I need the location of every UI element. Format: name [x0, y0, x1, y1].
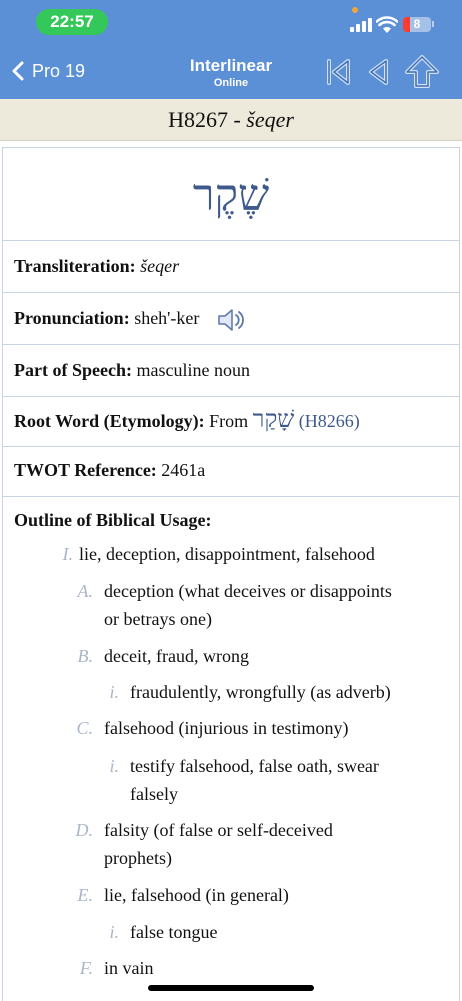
home-indicator[interactable]	[148, 985, 314, 991]
root-hebrew-link[interactable]: שָׁקַר	[252, 405, 295, 433]
status-time: 22:57	[36, 9, 108, 35]
root-word-row	[3, 396, 459, 447]
back-label: Pro 19	[32, 60, 86, 81]
twot-label: TWOT Reference:	[14, 460, 157, 480]
hebrew-row	[3, 148, 459, 241]
pos-value: masculine noun	[136, 360, 250, 380]
pronunciation-value: sheh'-ker	[134, 308, 200, 328]
speaker-icon[interactable]	[216, 308, 246, 332]
root-label: Root Word (Etymology):	[14, 411, 205, 431]
outline-title: Outline of Biblical Usage:	[14, 510, 212, 530]
nav-title-text: Interlinear	[189, 56, 273, 75]
strongs-separator: -	[227, 107, 247, 132]
privacy-dot-icon	[352, 7, 358, 13]
cellular-signal-icon	[350, 18, 372, 32]
transliteration-row	[3, 240, 459, 293]
hebrew-word: שֶׁקֶר	[192, 170, 270, 221]
twot-value: 2461a	[161, 460, 206, 480]
status-bar	[0, 0, 462, 44]
home-up-icon[interactable]	[404, 54, 440, 90]
battery-level: 8	[413, 17, 421, 31]
strongs-number: H8267	[168, 107, 228, 132]
root-ref-link[interactable]: (H8266)	[298, 411, 360, 431]
battery-tip	[432, 21, 434, 27]
chevron-left-icon	[12, 61, 24, 81]
pronunciation-row	[3, 292, 459, 345]
twot-row	[3, 446, 459, 497]
battery-icon	[403, 17, 431, 32]
outline-item: i. testify falsehood, false oath, swear falsely	[109, 756, 379, 804]
strongs-header	[0, 99, 462, 141]
nav-title	[150, 56, 312, 90]
back-button[interactable]	[12, 54, 85, 88]
transliteration-label: Transliteration:	[14, 256, 136, 276]
outline-item: D. falsity (of false or self-deceived prophets)	[75, 820, 333, 868]
pronunciation-label: Pronunciation:	[14, 308, 130, 328]
nav-subtitle: Online	[213, 77, 249, 89]
first-page-icon[interactable]	[322, 56, 354, 88]
root-from: From	[209, 411, 249, 431]
pos-label: Part of Speech:	[14, 360, 132, 380]
part-of-speech-row	[3, 344, 459, 397]
strongs-word: šeqer	[246, 107, 294, 132]
outline-item: A. deception (what deceives or disappoints or betrays one)	[77, 581, 392, 629]
top-bar	[0, 0, 462, 99]
nav-bar	[0, 44, 462, 99]
wifi-icon	[376, 16, 398, 34]
transliteration-value: šeqer	[140, 256, 180, 276]
previous-icon[interactable]	[362, 56, 394, 88]
entry-card: שֶׁקֶר Transliteration: šeqer Pronunciation: sheh'-ker Part of Speech: masculine noun Root Word (Etymology): From שָׁקַר (H8266) TWOT Reference: 2461a Outline of Biblical Usage: I. lie, deception, disappointment, falsehood A. deception (what deceives or disappoints or betrays one) B. deceit, fraud, wrong i. fraudulently, wrongfully (as adverb) C. falsehood (injurious in testimony) i. testify falsehood, false oath, swear falsely D. falsity (of false or self-deceived prophets) E. lie, falsehood (in general) i. false tongue F. in vain	[2, 147, 460, 1001]
